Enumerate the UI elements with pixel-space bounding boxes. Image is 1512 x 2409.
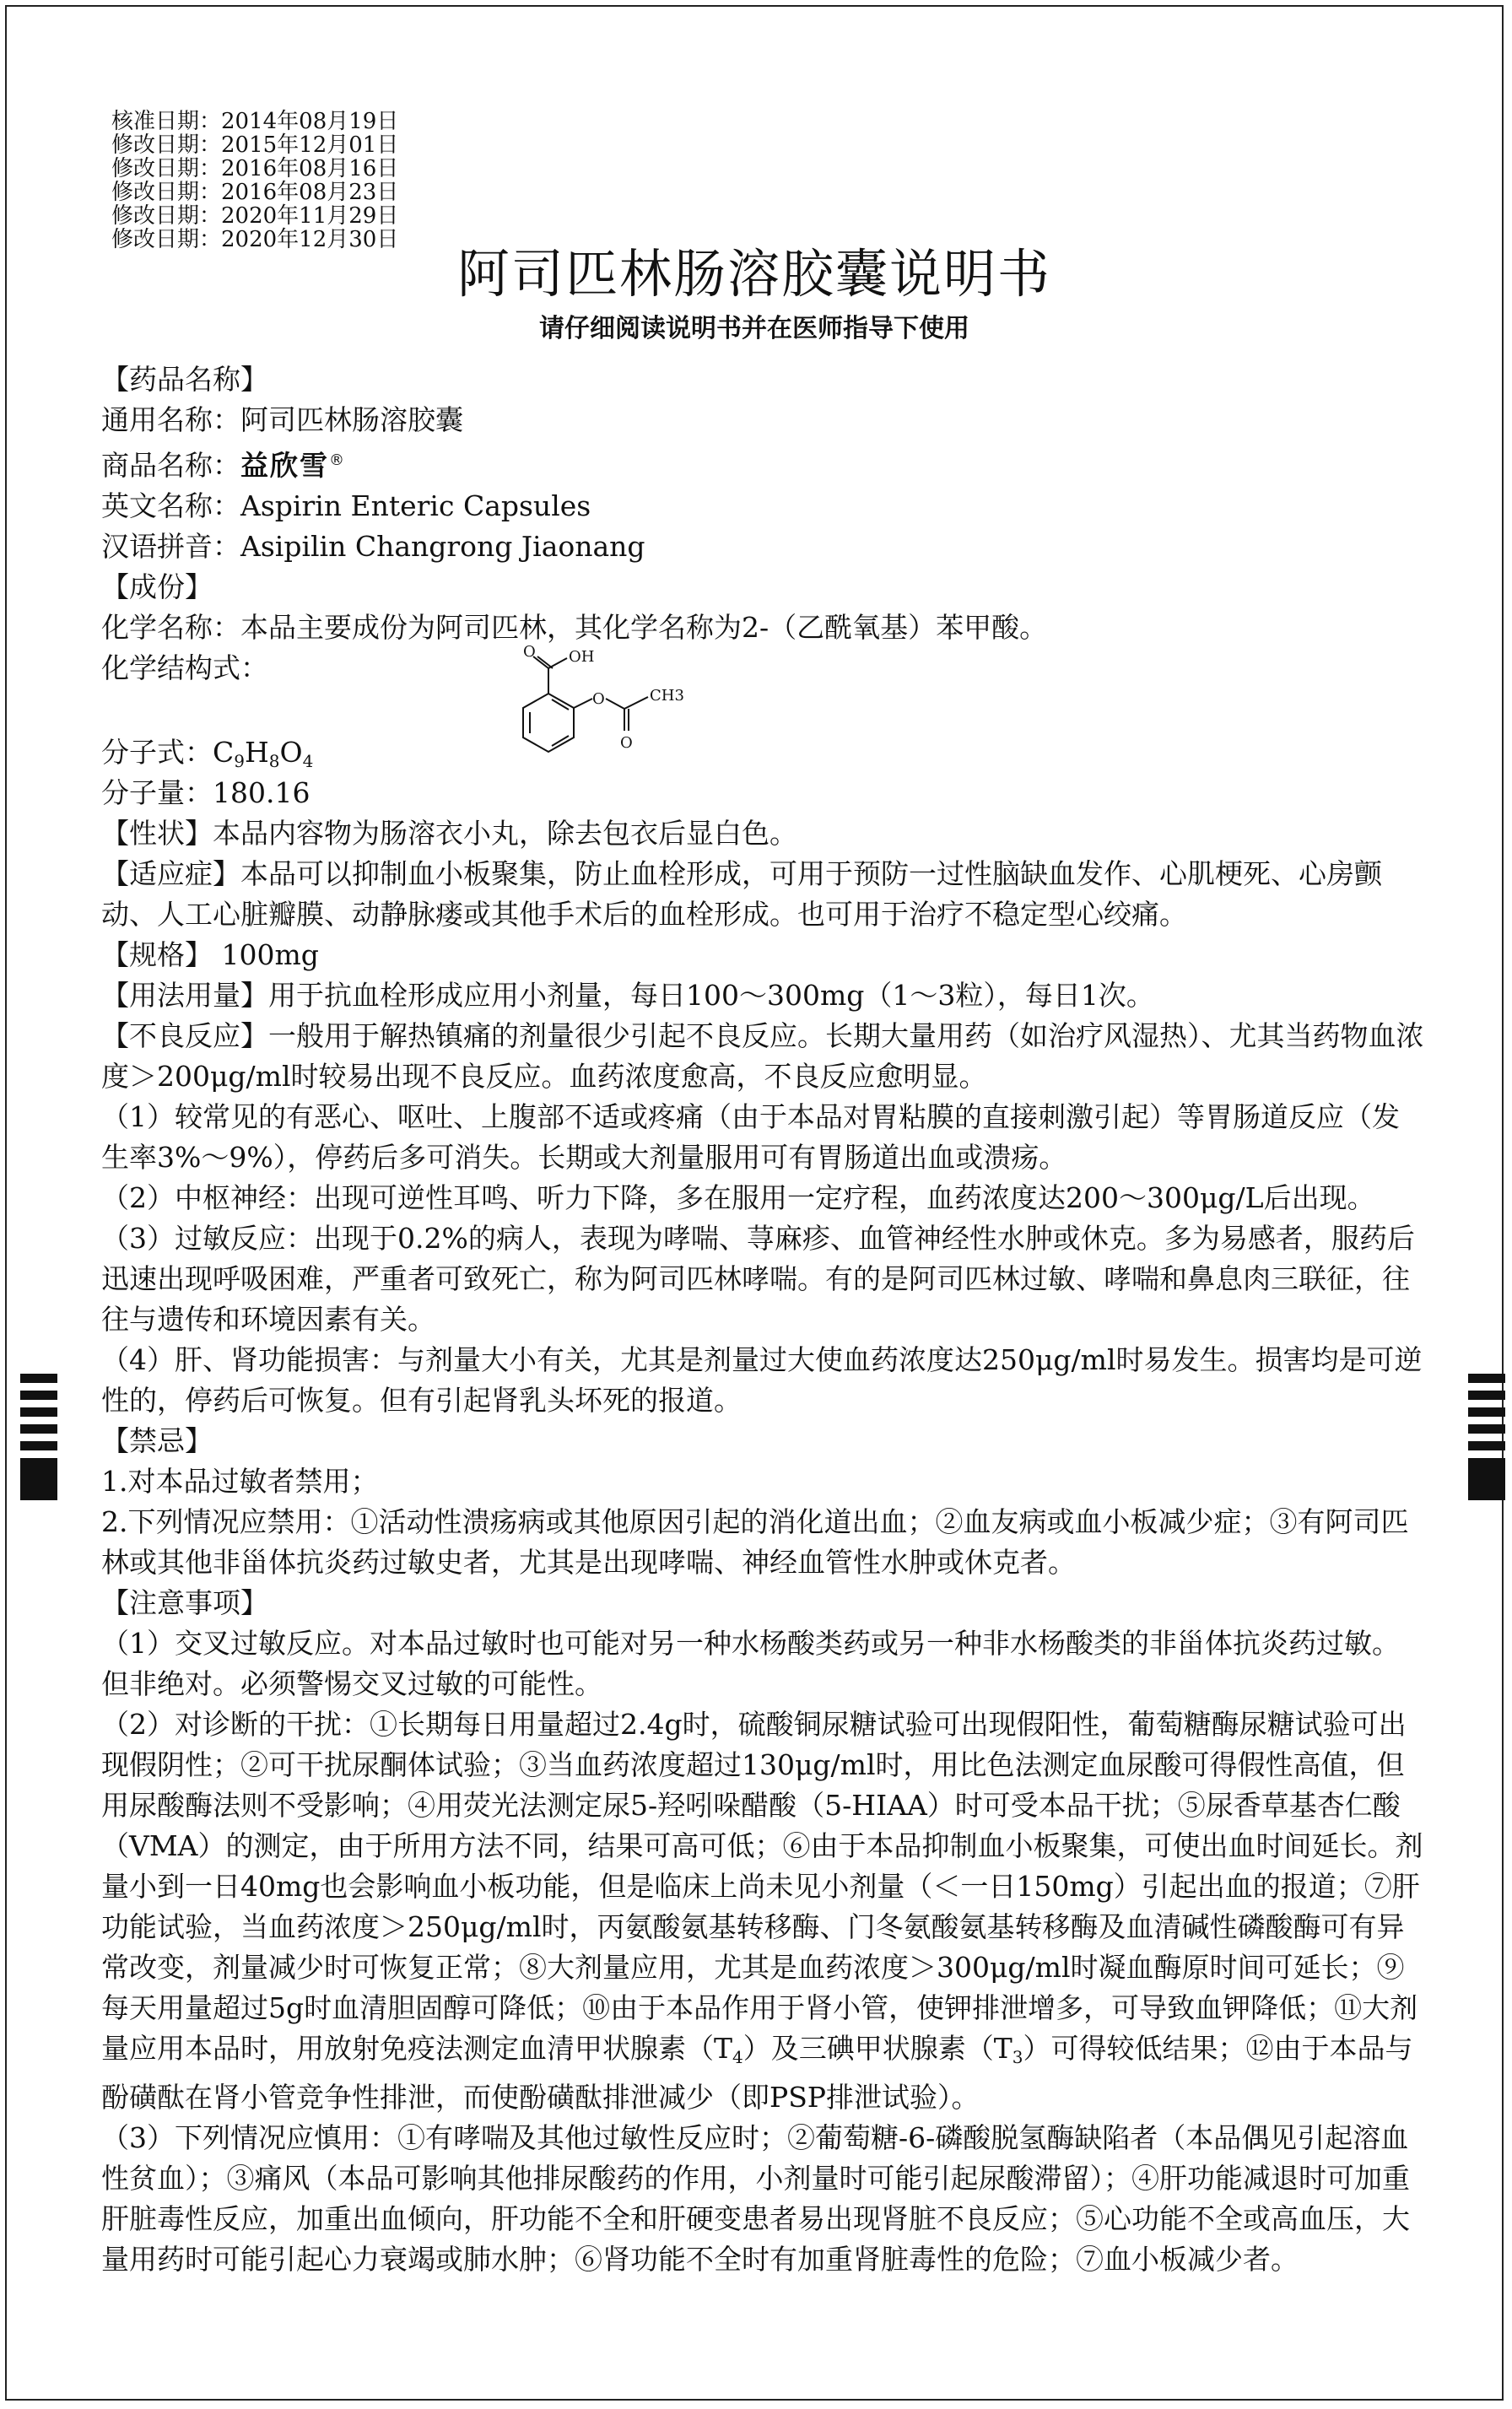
- revision-date: 修改日期：2016年08月23日: [111, 180, 399, 205]
- section-dosage: 【用法用量】用于抗血栓形成应用小剂量，每日100～300mg（1～3粒），每日1次。: [101, 979, 1154, 1012]
- precaution-text: ）及三碘甲状腺素（T: [742, 2032, 1012, 2065]
- structure-label: 化学结构式：: [101, 651, 268, 684]
- section-adverse: 【不良反应】一般用于解热镇痛的剂量很少引起不良反应。长期大量用药（如治疗风湿热）、尤其当药物血浓度＞200μg/ml时较易出现不良反应。血药浓度愈高，不良反应愈明显。: [101, 1019, 1424, 1093]
- document-title: 阿司匹林肠溶胶囊说明书: [456, 243, 1051, 305]
- adverse-item: （1）较常见的有恶心、呕吐、上腹部不适或疼痛（由于本品对胃粘膜的直接刺激引起）等胃肠道反应（发生率3%～9%），停药后多可消失。长期或大剂量服用可有胃肠道出血或溃疡。: [101, 1100, 1400, 1174]
- generic-name: 通用名称：阿司匹林肠溶胶囊: [101, 403, 463, 436]
- hydroxyl-label: OH: [569, 648, 595, 666]
- leaflet-page: [5, 5, 1504, 2401]
- section-header-precautions: 【注意事项】: [101, 1586, 268, 1619]
- trade-name: 益欣雪: [240, 449, 329, 482]
- approval-date: 核准日期：2014年08月19日: [111, 109, 399, 134]
- registration-marks-left: [20, 1374, 57, 1508]
- formula-hydrogen-count: 8: [268, 751, 280, 771]
- section-header-contraindications: 【禁忌】: [101, 1424, 213, 1457]
- precaution-item: [101, 1704, 1426, 2118]
- contra-item: 1.对本品过敏者禁用；: [101, 1465, 379, 1498]
- methyl-label: CH3: [650, 687, 684, 705]
- leaflet-body: [101, 359, 1426, 2280]
- formula-hydrogen: H: [244, 736, 269, 769]
- molecular-weight: 分子量：180.16: [101, 776, 310, 809]
- formula-label: 分子式：: [101, 736, 213, 769]
- trade-name-logo: [240, 449, 346, 482]
- registration-marks-right: [1468, 1374, 1505, 1508]
- formula-carbon: C: [213, 736, 235, 769]
- formula-carbon-count: 9: [234, 751, 245, 771]
- trade-name-label: 商品名称：: [101, 449, 240, 482]
- section-header-drug-name: 【药品名称】: [101, 363, 268, 396]
- subscript-3: 3: [1012, 2047, 1023, 2067]
- registered-mark: ®: [329, 451, 346, 469]
- section-header-ingredients: 【成份】: [101, 570, 213, 603]
- document-subtitle: 请仔细阅读说明书并在医师指导下使用: [539, 314, 969, 343]
- precaution-text: （2）对诊断的干扰：①长期每日用量超过2.4g时，硫酸铜尿糖试验可出现假阳性，葡萄糖酶尿糖试验可出现假阴性；②可干扰尿酮体试验；③当血药浓度超过130μg/ml时，用比色法测定血尿酸可得假性高值，但用尿酸酶法则不受影响；④用荧光法测定尿5-羟吲哚醋酸（5-HIAA）时可受本品干扰；⑤尿香草基杏仁酸（VMA）的测定，由于所用方法不同，结果可高可低；⑥由于本品抑制血小板聚集，可使出血时间延长。剂量小到一日40mg也会影响血小板功能，但是临床上尚未见小剂量（＜一日150mg）引起出血的报道；⑦肝功能试验，当血药浓度＞250μg/ml时，丙氨酸氨基转移酶、门冬氨酸氨基转移酶及血清碱性磷酸酶可有异常改变，剂量减少时可恢复正常；⑧大剂量应用，尤其是血药浓度＞300μg/ml时凝血酶原时间可延长；⑨每天用量超过5g时血清胆固醇可降低；⑩由于本品作用于肾小管，使钾排泄增多，可导致血钾降低；⑪大剂量应用本品时，用放射免疫法测定血清甲状腺素（T: [101, 1708, 1423, 2065]
- ester-oxygen-label: O: [592, 690, 605, 708]
- revision-date: 修改日期：2020年12月30日: [111, 227, 399, 252]
- revision-date: 修改日期：2016年08月16日: [111, 156, 399, 181]
- contra-item: 2.下列情况应禁用：①活动性溃疡病或其他原因引起的消化道出血；②血友病或血小板减少症；③有阿司匹林或其他非甾体抗炎药过敏史者，尤其是出现哮喘、神经血管性水肿或休克者。: [101, 1505, 1409, 1579]
- adverse-item: （3）过敏反应：出现于0.2%的病人，表现为哮喘、荨麻疹、血管神经性水肿或休克。多为易感者，服药后迅速出现呼吸困难，严重者可致死亡，称为阿司匹林哮喘。有的是阿司匹林过敏、哮喘和鼻息肉三联征，往往与遗传和环境因素有关。: [101, 1222, 1415, 1336]
- section-character: 【性状】本品内容物为肠溶衣小丸，除去包衣后显白色。: [101, 817, 797, 850]
- precaution-item: （3）下列情况应慎用：①有哮喘及其他过敏性反应时；②葡萄糖-6-磷酸脱氢酶缺陷者（本品偶见引起溶血性贫血）；③痛风（本品可影响其他排尿酸药的作用，小剂量时可能引起尿酸滞留）；④肝功能减退时可加重肝脏毒性反应，加重出血倾向，肝功能不全和肝硬变患者易出现肾脏不良反应；⑤心功能不全或高血压，大量用药时可能引起心力衰竭或肺水肿；⑥肾功能不全时有加重肾脏毒性的危险；⑦血小板减少者。: [101, 2121, 1410, 2276]
- revision-date: 修改日期：2020年11月29日: [111, 203, 399, 229]
- precaution-text: ）可得较低结果；⑫由于本品与酚磺酞在肾小管竞争性排泄，而使酚磺酞排泄减少（即PSP排泄试验）。: [101, 2032, 1413, 2114]
- precaution-item: （1）交叉过敏反应。对本品过敏时也可能对另一种水杨酸类药或另一种非水杨酸类的非甾体抗炎药过敏。但非绝对。必须警惕交叉过敏的可能性。: [101, 1627, 1400, 1700]
- formula-oxygen-count: 4: [302, 751, 314, 771]
- trade-name-line: [101, 440, 1426, 486]
- structure-block: [101, 643, 1426, 813]
- adverse-item: （4）肝、肾功能损害：与剂量大小有关，尤其是剂量过大使血药浓度达250μg/ml时易发生。损害均是可逆性的，停药后可恢复。但有引起肾乳头坏死的报道。: [101, 1343, 1423, 1417]
- acetyl-oxygen-label: O: [620, 734, 633, 752]
- formula-oxygen: O: [279, 736, 303, 769]
- adverse-item: （2）中枢神经：出现可逆性耳鸣、听力下降，多在服用一定疗程，血药浓度达200～300μg/L后出现。: [101, 1181, 1375, 1214]
- subscript-4: 4: [732, 2047, 743, 2067]
- section-spec: 【规格】 100mg: [101, 938, 319, 971]
- chemical-name: 化学名称：本品主要成份为阿司匹林，其化学名称为2-（乙酰氧基）苯甲酸。: [101, 611, 1048, 644]
- pinyin-name: 汉语拼音：Asipilin Changrong Jiaonang: [101, 530, 645, 563]
- english-name: 英文名称：Aspirin Enteric Capsules: [101, 489, 591, 522]
- chemical-structure-diagram: [498, 643, 802, 770]
- date-list: [111, 110, 398, 251]
- carbonyl-oxygen-label: O: [523, 643, 536, 661]
- revision-date: 修改日期：2015年12月01日: [111, 132, 399, 158]
- section-indication: 【适应症】本品可以抑制血小板聚集，防止血栓形成，可用于预防一过性脑缺血发作、心肌梗死、心房颤动、人工心脏瓣膜、动静脉瘘或其他手术后的血栓形成。也可用于治疗不稳定型心绞痛。: [101, 857, 1382, 931]
